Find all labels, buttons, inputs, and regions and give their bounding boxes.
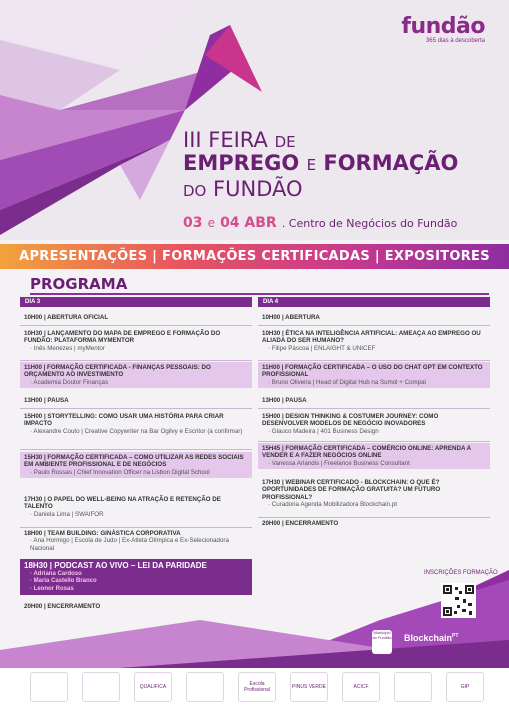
session-title: 18H30 | PODCAST AO VIVO – LEI DA PARIDADE <box>24 561 207 570</box>
day4-item <box>258 328 490 354</box>
speaker: · Maria Castello Branco <box>30 578 97 585</box>
day3-item <box>20 328 252 354</box>
title-line-2: EMPREGO E FORMAÇÃO <box>183 151 459 175</box>
blockchain-logo: Blockchain$^{PT}$ <box>404 633 459 643</box>
fundao-tagline: 365 dias à descoberta <box>425 38 485 44</box>
session-title: 10H00 | ABERTURA OFICIAL <box>24 314 109 321</box>
day3-item <box>20 395 252 406</box>
session-title: 17H30 | O PAPEL DO WELL-BEING NA ATRAÇÃO E RETENÇÃO DE TALENTO <box>24 496 221 511</box>
session-title: 10H00 | ABERTURA <box>262 314 320 321</box>
day3-item <box>20 411 252 437</box>
speaker: · Paulo Rossas | Chief Innovation Officer na Lisbon Digital School <box>30 468 210 476</box>
row-divider <box>258 325 490 326</box>
partner-logo: Escola Profissional <box>238 672 276 702</box>
session-title: 15H00 | STORYTELLING: COMO USAR UMA HISTÓRIA PARA CRIAR IMPACTO <box>24 413 224 428</box>
session-title: 18H00 | TEAM BUILDING: GINÁSTICA CORPORATIVA <box>24 530 181 537</box>
row-divider <box>20 325 252 326</box>
speaker: · Adriana Cardoso <box>30 571 82 577</box>
speaker: · Leonor Rosas <box>30 585 74 592</box>
day4-item <box>258 312 490 323</box>
partner-logo <box>186 672 224 702</box>
speaker: · Academia Doutor Finanças <box>30 378 109 386</box>
day4-item <box>258 411 490 437</box>
day4-header: DIA 4 <box>258 297 490 307</box>
programa-divider <box>30 293 489 295</box>
title-line-3: DO FUNDÃO <box>183 177 303 201</box>
municipio-logo: Município do Fundão <box>372 630 392 654</box>
session-title: 20H00 | ENCERRAMENTO <box>24 603 101 610</box>
programa-heading: PROGRAMA <box>30 275 128 293</box>
day4-item <box>258 518 490 529</box>
partner-logo: QUALIFICA <box>134 672 172 702</box>
partner-logo <box>394 672 432 702</box>
day4-item <box>258 443 490 469</box>
row-divider <box>20 408 252 409</box>
partner-logo: GIP <box>446 672 484 702</box>
speaker: · Bruno Oliveira | Head of Digital Hub na Sumol + Compal <box>268 378 426 386</box>
row-divider <box>20 449 252 450</box>
day3-item <box>20 312 252 323</box>
session-title: 15H00 | DESIGN THINKING & COSTUMER JOURNEY: COMO DESENVOLVER MODELOS DE NEGÓCIO INOVADORES <box>262 413 439 428</box>
partner-logo: ACICF <box>342 672 380 702</box>
fundao-logo: fundão <box>401 14 485 39</box>
partner-logo <box>30 672 68 702</box>
inscricoes-label: INSCRIÇÕES FORMAÇÃO <box>424 570 498 576</box>
category-banner: APRESENTAÇÕES | FORMAÇÕES CERTIFICADAS | EXPOSITORES <box>0 244 509 269</box>
day3-item <box>20 528 252 554</box>
speaker: · Inês Menezes | myMentor <box>30 344 105 352</box>
speaker: · Ana Hormigo | Escola de Judo | Ex-Atleta Olímpica e Ex-Selecionadora Nacional <box>30 537 229 552</box>
row-divider <box>258 360 490 361</box>
session-title: 20H00 | ENCERRAMENTO <box>262 520 339 527</box>
session-title: 15H45 | FORMAÇÃO CERTIFICADA – COMÉRCIO ONLINE: APRENDA A VENDER E A FAZER NEGÓCIOS ONLINE <box>262 445 471 460</box>
session-title: 15H30 | FORMAÇÃO CERTIFICADA – COMO UTILIZAR AS REDES SOCIAIS EM AMBIENTE PROFISSIONAL E DE NEGÓCIOS <box>24 454 244 469</box>
speaker: · Filipe Páscoa | ENLAIGHT & UNICEF <box>268 344 376 352</box>
day4-item <box>258 362 490 388</box>
speaker: · Vanessa Arlandis | Freelance Business Consultant <box>268 459 410 467</box>
session-title: 10H30 | ÉTICA NA INTELIGÊNCIA ARTIFICIAL: AMEAÇA AO EMPREGO OU ALIADA DO SER HUMANO? <box>262 330 481 345</box>
day4-item <box>258 477 490 511</box>
row-divider <box>20 360 252 361</box>
session-title: 17H30 | WEBINAR CERTIFICADO - BLOCKCHAIN: O QUE É? OPORTUNIDADES DE FORMAÇÃO GRATUITA? UM FUTURO PROFISSIONAL? <box>262 479 441 501</box>
session-title: 13H00 | PAUSA <box>24 397 69 404</box>
speaker: · Curadoria Agenda Mobilizadora Blockchain.pt <box>268 501 397 509</box>
day3-header: DIA 3 <box>20 297 252 307</box>
session-title: 11H00 | FORMAÇÃO CERTIFICADA - FINANÇAS PESSOAIS: DO ORÇAMENTO AO INVESTIMENTO <box>24 364 211 379</box>
header-banner <box>0 0 509 240</box>
session-title: 10H30 | LANÇAMENTO DO MAPA DE EMPREGO E FORMAÇÃO DO FUNDÃO: PLATAFORMA MYMENTOR <box>24 330 221 345</box>
qr-code[interactable] <box>441 583 476 618</box>
row-divider <box>258 441 490 442</box>
session-title: 13H00 | PAUSA <box>262 397 307 404</box>
day3-item <box>20 452 252 478</box>
row-divider <box>258 408 490 409</box>
partner-logo <box>82 672 120 702</box>
event-date: 03 e 04 ABR . Centro de Negócios do Fundão <box>183 215 458 231</box>
speaker: · Alexandre Couto | Creative Copywriter na Bar Ogilvy e Escritor (a confirmar) <box>30 427 243 435</box>
speaker: · Daniela Lima | SWAIFOR <box>30 510 104 518</box>
day3-item <box>20 362 252 388</box>
day3-item <box>20 494 252 520</box>
session-title: 11H00 | FORMAÇÃO CERTIFICADA – O USO DO CHAT GPT EM CONTEXTO PROFISSIONAL <box>262 364 483 379</box>
title-line-1: III FEIRA DE <box>183 128 296 152</box>
partner-logo: PINUS VERDE <box>290 672 328 702</box>
speaker: · Glauco Madeira | 401 Business Design <box>268 427 379 435</box>
day4-item <box>258 395 490 406</box>
